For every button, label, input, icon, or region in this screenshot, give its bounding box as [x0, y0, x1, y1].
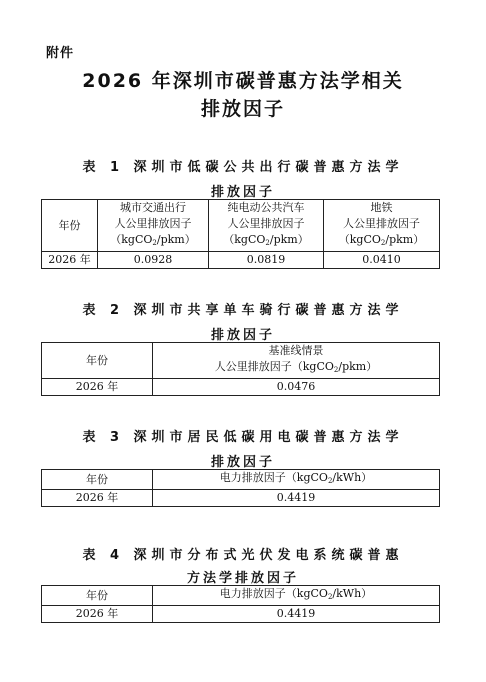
year-cell: 2026 年: [42, 606, 153, 623]
document-title-line2: 排放因子: [200, 98, 285, 120]
table2-caption-line2: 排放因子: [210, 328, 275, 343]
header-text: 纯电动公共汽车: [227, 201, 305, 214]
header-text: 地铁: [370, 201, 393, 214]
header-cell: 电力排放因子（kgCO$_2$/kWh）: [153, 586, 440, 606]
year-header: 年份: [42, 200, 98, 252]
table-header-row: [42, 586, 440, 606]
table1: [41, 199, 440, 269]
unit-text: （kgCO$_2$/pkm）: [338, 233, 425, 247]
table3-caption-line2: 排放因子: [210, 455, 275, 470]
table1-caption-line1: 表 1 深圳市低碳公共出行碳普惠方法学: [82, 160, 404, 175]
year-header: 年份: [42, 470, 153, 490]
table-header-row: [42, 470, 440, 490]
value-cell: 0.4419: [153, 606, 440, 623]
header-text: 基准线情景: [268, 344, 324, 357]
table-row: [42, 252, 440, 269]
value-cell: 0.0410: [324, 252, 440, 269]
value-cell: 0.0476: [153, 379, 440, 396]
year-cell: 2026 年: [42, 379, 153, 396]
table3: [41, 469, 440, 507]
table4-caption-line1: 表 4 深圳市分布式光伏发电系统碳普惠: [82, 548, 404, 563]
table-row: [42, 606, 440, 623]
value-cell: 0.4419: [153, 490, 440, 507]
year-header: 年份: [42, 343, 153, 379]
header-cell: 电力排放因子（kgCO$_2$/kWh）: [153, 470, 440, 490]
table3-caption-line1: 表 3 深圳市居民低碳用电碳普惠方法学: [82, 430, 404, 445]
table1-caption-line2: 排放因子: [210, 185, 275, 200]
table2: [41, 342, 440, 396]
header-cell: [209, 200, 324, 252]
year-header: 年份: [42, 586, 153, 606]
header-text: 人公里排放因子: [343, 217, 420, 230]
table4-caption-line2: 方法学排放因子: [186, 571, 299, 586]
header-text: 人公里排放因子: [114, 217, 192, 230]
unit-text: （kgCO$_2$/pkm）: [110, 233, 196, 247]
value-cell: 0.0928: [98, 252, 209, 269]
table-header-row: [42, 343, 440, 379]
table-row: [42, 490, 440, 507]
unit-text: （kgCO$_2$/pkm）: [223, 233, 309, 247]
header-text: 人公里排放因子: [227, 217, 305, 230]
document-title-line1: 2026 年深圳市碳普惠方法学相关: [82, 70, 404, 92]
header-cell: [153, 343, 440, 379]
table-row: [42, 379, 440, 396]
table2-caption-line1: 表 2 深圳市共享单车骑行碳普惠方法学: [82, 303, 404, 318]
attachment-label: 附件: [46, 46, 75, 61]
table4: [41, 585, 440, 623]
table-header-row: [42, 200, 440, 252]
value-cell: 0.0819: [209, 252, 324, 269]
header-text: 城市交通出行: [120, 201, 186, 214]
year-cell: 2026 年: [42, 490, 153, 507]
year-cell: 2026 年: [42, 252, 98, 269]
unit-text: 人公里排放因子（kgCO$_2$/pkm）: [214, 360, 378, 374]
header-cell: [324, 200, 440, 252]
header-cell: [98, 200, 209, 252]
